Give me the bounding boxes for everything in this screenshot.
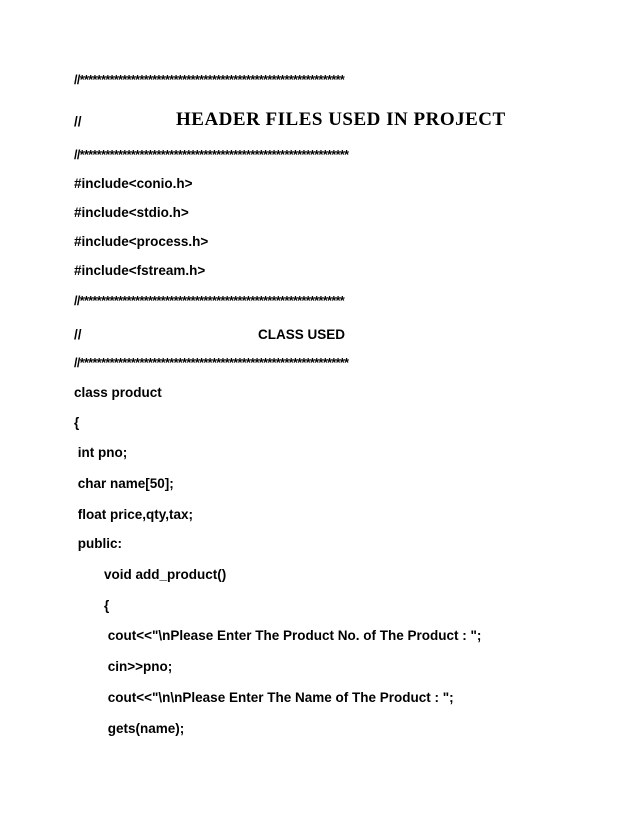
code-line: float price,qty,tax; — [74, 507, 194, 522]
code-line: public: — [74, 536, 122, 551]
code-line: cin>>pno; — [74, 659, 173, 674]
comment-prefix: // — [74, 327, 82, 342]
separator-line: //*************************************************************** — [74, 148, 349, 162]
header-files-title: HEADER FILES USED IN PROJECT — [176, 109, 506, 130]
code-line: cout<<"\n\nPlease Enter The Name of The Product : "; — [74, 690, 454, 705]
code-line: int pno; — [74, 445, 128, 460]
comment-prefix: // — [74, 114, 82, 129]
include-line: #include<stdio.h> — [74, 205, 189, 220]
code-line: char name[50]; — [74, 476, 174, 491]
code-line: void add_product() — [74, 567, 227, 582]
code-line: gets(name); — [74, 721, 185, 736]
separator-line: //*************************************************************** — [74, 356, 349, 370]
code-line: class product — [74, 385, 162, 400]
separator-line: //************************************************************** — [74, 73, 345, 87]
code-line: { — [74, 415, 80, 430]
include-line: #include<conio.h> — [74, 176, 193, 191]
class-used-title: CLASS USED — [258, 327, 346, 342]
include-line: #include<fstream.h> — [74, 263, 206, 278]
code-line: { — [74, 598, 110, 613]
code-line: cout<<"\nPlease Enter The Product No. of The Product : "; — [74, 628, 482, 643]
include-line: #include<process.h> — [74, 234, 209, 249]
separator-line: //************************************************************** — [74, 294, 345, 308]
